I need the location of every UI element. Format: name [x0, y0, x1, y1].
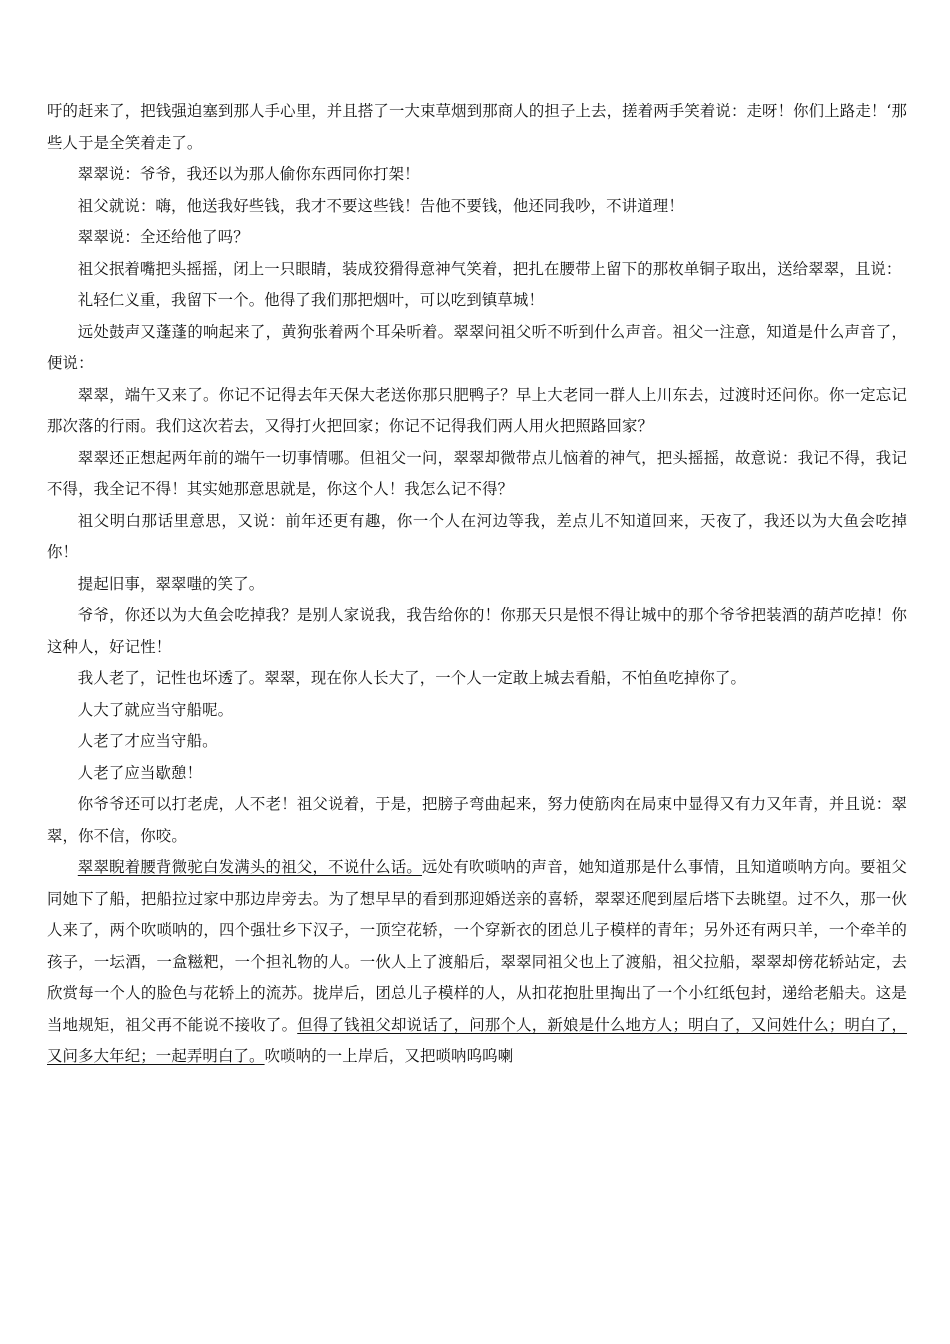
text-segment: 翠翠说：全还给他了吗？ — [77, 228, 249, 246]
paragraph — [47, 191, 907, 223]
paragraph — [47, 159, 907, 191]
text-segment: 提起旧事，翠翠嗤的笑了。 — [77, 574, 265, 593]
text-segment: 翠翠还正想起两年前的端午一切事情哪。但祖父一问，翠翠却微带点儿恼着的神气，把头摇摇，故意说：我记不得，我记不得，我全记不得！其实她那意思就是，你这个人！我怎么记不得？ — [47, 448, 907, 498]
text-segment: 翠翠，端午又来了。你记不记得去年天保大老送你那只肥鸭子？早上大老同一群人上川东去，过渡时还问你。你一定忘记那次落的行雨。我们这次若去，又得打火把回家；你记不记得我们两人用火把照路回家？ — [47, 385, 907, 435]
paragraph — [47, 285, 907, 317]
paragraph — [47, 506, 907, 569]
text-segment: 远处鼓声又蓬蓬的响起来了，黄狗张着两个耳朵听着。翠翠问祖父听不听到什么声音。祖父一注意，知道是什么声音了，便说： — [47, 322, 907, 372]
paragraph — [47, 695, 907, 727]
text-segment: 人老了应当歇憩！ — [77, 763, 203, 782]
text-segment: 吹唢呐的一上岸后，又把唢呐呜呜喇 — [264, 1047, 514, 1065]
text-segment: 爷爷，你还以为大鱼会吃掉我？是别人家说我，我告给你的！你那天只是恨不得让城中的那个爷爷把装酒的葫芦吃掉！你这种人，好记性！ — [47, 606, 907, 656]
paragraph — [47, 380, 907, 443]
text-segment: 礼轻仁义重，我留下一个。他得了我们那把烟叶，可以吃到镇草城！ — [77, 291, 545, 309]
paragraph — [47, 789, 907, 852]
text-segment: 人大了就应当守船呢。 — [77, 700, 234, 719]
text-segment: 我人老了，记性也坏透了。翠翠，现在你人长大了，一个人一定敢上城去看船，不怕鱼吃掉你了。 — [77, 669, 747, 687]
paragraph — [47, 726, 907, 758]
paragraph — [47, 569, 907, 601]
text-segment: 吁的赶来了，把钱强迫塞到那人手心里，并且搭了一大束草烟到那商人的担子上去，搓着两手笑着说：走呀！你们上路走！‘那些人于是全笑着走了。 — [47, 102, 907, 152]
paragraph — [47, 600, 907, 663]
text-segment: 人老了才应当守船。 — [77, 732, 218, 750]
paragraph — [47, 96, 907, 159]
text-segment: 祖父抿着嘴把头摇摇，闭上一只眼睛，装成狡猾得意神气笑着，把扎在腰带上留下的那枚单铜子取出，送给翠翠，且说： — [77, 259, 902, 278]
document-page — [47, 96, 907, 1073]
paragraph — [47, 254, 907, 286]
text-segment: 祖父就说：嗨，他送我好些钱，我才不要这些钱！告他不要钱，他还同我吵，不讲道理！ — [77, 196, 684, 215]
paragraph — [47, 443, 907, 506]
underlined-text: 翠翠睨着腰背微驼白发满头的祖父，不说什么话。 — [77, 858, 423, 876]
paragraph — [47, 758, 907, 790]
text-segment: 翠翠说：爷爷，我还以为那人偷你东西同你打架！ — [77, 165, 420, 183]
text-segment: 远处有吹唢呐的声音，她知道那是什么事情，且知道唢呐方向。要祖父同她下了船，把船拉过家中那边岸旁去。为了想早早的看到那迎婚送亲的喜轿，翠翠还爬到屋后塔下去眺望。过不久，那一伙人来了，两个吹唢呐的，四个强壮乡下汉子，一顶空花轿，一个穿新衣的团总儿子模样的青年；另外还有两只羊，一个牵羊的孩子，一坛酒，一盒糍粑，一个担礼物的人。一伙人上了渡船后，翠翠同祖父也上了渡船，祖父拉船，翠翠却傍花轿站定，去欣赏每一个人的脸色与花轿上的流苏。拢岸后，团总儿子模样的人，从扣花抱肚里掏出了一个小红纸包封，递给老船夫。这是当地规矩，祖父再不能说不接收了。 — [47, 858, 907, 1034]
text-segment: 祖父明白那话里意思，又说：前年还更有趣，你一个人在河边等我，差点儿不知道回来，天夜了，我还以为大鱼会吃掉你！ — [47, 511, 907, 561]
text-segment: 你爷爷还可以打老虎，人不老！祖父说着，于是，把膀子弯曲起来，努力使筋肉在局束中显得又有力又年青，并且说：翠翠，你不信，你咬。 — [47, 795, 907, 845]
paragraph — [47, 663, 907, 695]
underlined-text: 但得了钱祖父却说话了，问那个人，新娘是什么地方人；明白了，又问姓什么；明白了，又问多大年纪；一起弄明白了。 — [47, 1015, 907, 1065]
paragraph — [47, 852, 907, 1073]
paragraph — [47, 222, 907, 254]
paragraph — [47, 317, 907, 380]
